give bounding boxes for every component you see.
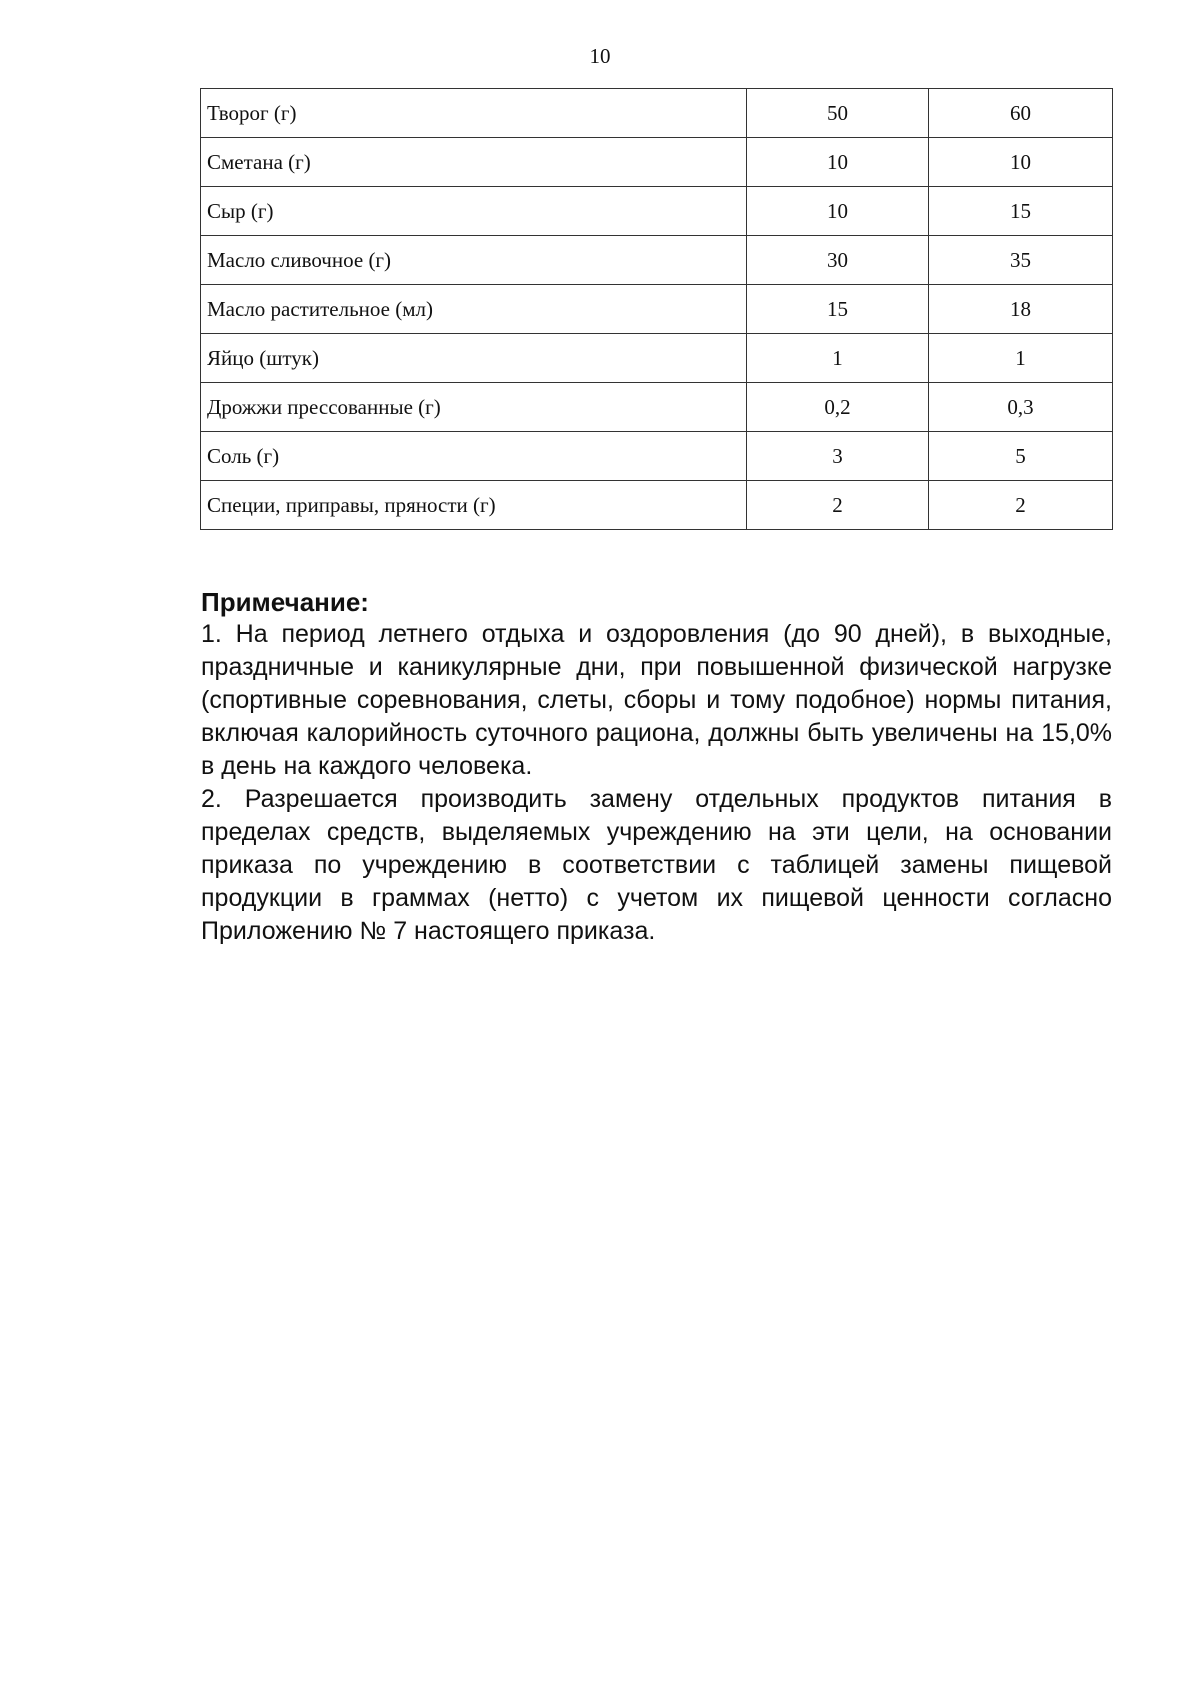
norm-value-cell: 50	[747, 89, 929, 138]
product-name-cell: Сыр (г)	[201, 187, 747, 236]
table-row	[201, 432, 1113, 481]
norm-value-cell: 1	[747, 334, 929, 383]
table-row	[201, 138, 1113, 187]
table-row	[201, 236, 1113, 285]
note-section	[201, 586, 1112, 948]
norm-value-cell: 15	[929, 187, 1113, 236]
norm-value-cell: 3	[747, 432, 929, 481]
note-paragraph: 1. На период летнего отдыха и оздоровления (до 90 дней), в выходные, праздничные и каникулярные дни, при повышенной физической нагрузке (спортивные соревнования, слеты, сборы и тому подобное) нормы питания, включая калорийность суточного рациона, должны быть увеличены на 15,0% в день на каждого человека.	[201, 620, 1112, 780]
note-title: Примечание:	[201, 587, 369, 617]
product-name-cell: Дрожжи прессованные (г)	[201, 383, 747, 432]
table-row	[201, 383, 1113, 432]
norm-value-cell: 0,2	[747, 383, 929, 432]
product-name-cell: Творог (г)	[201, 89, 747, 138]
product-name-cell: Сметана (г)	[201, 138, 747, 187]
norm-value-cell: 18	[929, 285, 1113, 334]
product-name-cell: Соль (г)	[201, 432, 747, 481]
table-row	[201, 285, 1113, 334]
norm-value-cell: 1	[929, 334, 1113, 383]
norm-value-cell: 10	[929, 138, 1113, 187]
norm-value-cell: 35	[929, 236, 1113, 285]
norm-value-cell: 60	[929, 89, 1113, 138]
product-name-cell: Яйцо (штук)	[201, 334, 747, 383]
food-norms-table	[200, 88, 1113, 530]
norm-value-cell: 10	[747, 138, 929, 187]
norm-value-cell: 2	[747, 481, 929, 530]
product-name-cell: Масло растительное (мл)	[201, 285, 747, 334]
product-name-cell: Специи, приправы, пряности (г)	[201, 481, 747, 530]
norm-value-cell: 0,3	[929, 383, 1113, 432]
note-paragraph: 2. Разрешается производить замену отдельных продуктов питания в пределах средств, выделяемых учреждению на эти цели, на основании приказа по учреждению в соответствии с таблицей замены пищевой продукции в граммах (нетто) с учетом их пищевой ценности согласно Приложению № 7 настоящего приказа.	[201, 785, 1112, 945]
norm-value-cell: 5	[929, 432, 1113, 481]
norm-value-cell: 2	[929, 481, 1113, 530]
table-row	[201, 481, 1113, 530]
table-row	[201, 334, 1113, 383]
norm-value-cell: 10	[747, 187, 929, 236]
page-number: 10	[589, 44, 611, 68]
norm-value-cell: 30	[747, 236, 929, 285]
table-row	[201, 187, 1113, 236]
norm-value-cell: 15	[747, 285, 929, 334]
product-name-cell: Масло сливочное (г)	[201, 236, 747, 285]
table-row	[201, 89, 1113, 138]
